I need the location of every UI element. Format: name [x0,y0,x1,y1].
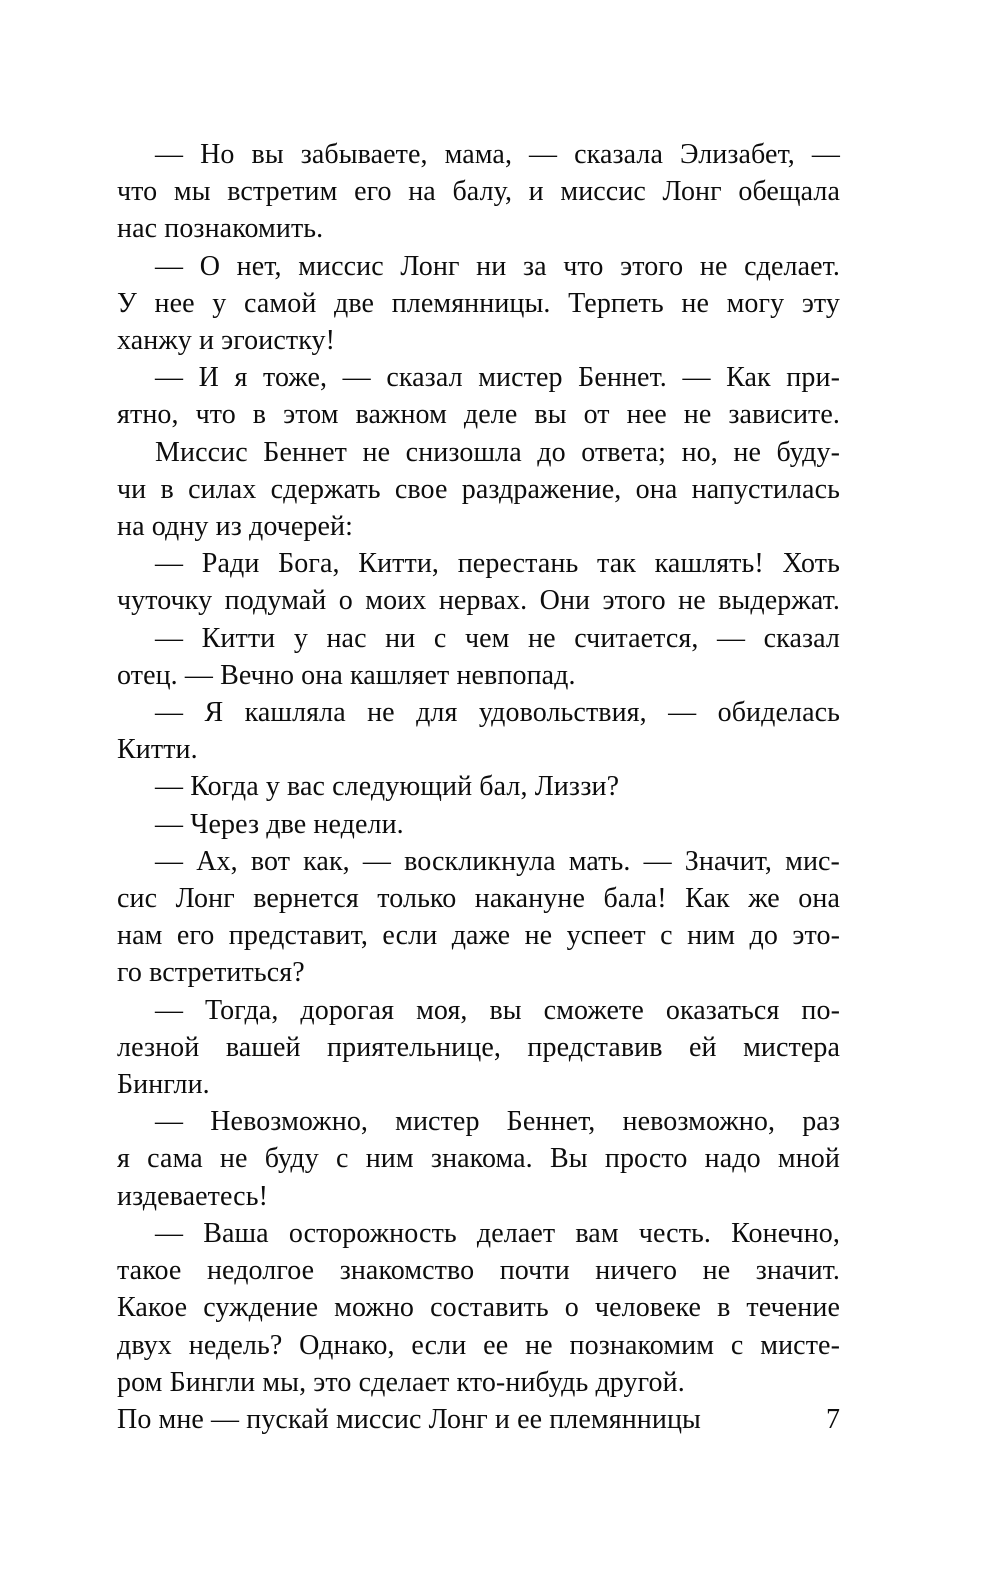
text-line: — Когда у вас следующий бал, Лиззи? [155,771,620,803]
text-line: — Ах, вот как, — воскликнула мать. — Значит, мис- [155,845,840,877]
text-line: что мы встретим его на балу, и миссис Лонг обещала [117,176,840,208]
text-line: ятно, что в этом важном деле вы от нее не зависите. [117,399,840,431]
text-line: — Тогда, дорогая моя, вы сможете оказаться по- [155,994,840,1026]
text-line: — Ваша осторожность делает вам честь. Конечно, [155,1217,840,1249]
text-line: ханжу и эгоистку! [117,325,336,357]
text-line: чуточку подумай о моих нервах. Они этого не выдержат. [117,585,840,617]
text-line: на одну из дочерей: [117,511,354,543]
text-line: нам его представит, если даже не успеет с ним до это- [117,920,840,952]
text-line: Миссис Беннет не снизошла до ответа; но, не буду- [155,436,840,468]
text-line: такое недолгое знакомство почти ничего не значит. [117,1255,840,1287]
text-line: сис Лонг вернется только накануне бала! Как же она [117,883,840,915]
text-line: У нее у самой две племянницы. Терпеть не могу эту [117,287,840,319]
text-line: издеваетесь! [117,1180,269,1212]
text-line: Китти. [117,734,198,766]
text-line: — Невозможно, мистер Беннет, невозможно, раз [155,1106,840,1138]
text-line: — Через две недели. [155,808,404,840]
text-line: — О нет, миссис Лонг ни за что этого не сделает. [155,250,840,282]
text-line: — Я кашляла не для удовольствия, — обиделась [155,697,840,729]
page-text [117,136,840,1438]
text-line: отец. — Вечно она кашляет невпопад. [117,659,576,691]
text-line: Какое суждение можно составить о человеке в течение [117,1292,840,1324]
text-line: го встретиться? [117,957,305,989]
text-line: нас познакомить. [117,213,324,245]
text-line: двух недель? Однако, если ее не познакомим с мисте- [117,1329,840,1361]
text-line: — И я тоже, — сказал мистер Беннет. — Как при- [155,362,840,394]
text-line: По мне — пускай миссис Лонг и ее племянницы [117,1403,701,1435]
text-line: Бингли. [117,1069,210,1101]
text-line: чи в силах сдержать свое раздражение, она напустилась [117,473,840,505]
text-line: я сама не буду с ним знакома. Вы просто надо мной [117,1143,840,1175]
text-line: — Китти у нас ни с чем не считается, — сказал [155,622,840,654]
text-line: — Ради Бога, Китти, перестань так кашлять! Хоть [155,548,840,580]
text-line: ром Бингли мы, это сделает кто-нибудь другой. [117,1366,685,1398]
text-line: — Но вы забываете, мама, — сказала Элизабет, — [155,139,840,170]
text-line: лезной вашей приятельнице, представив ей мистера [117,1031,840,1063]
page-number: 7 [826,1404,840,1435]
